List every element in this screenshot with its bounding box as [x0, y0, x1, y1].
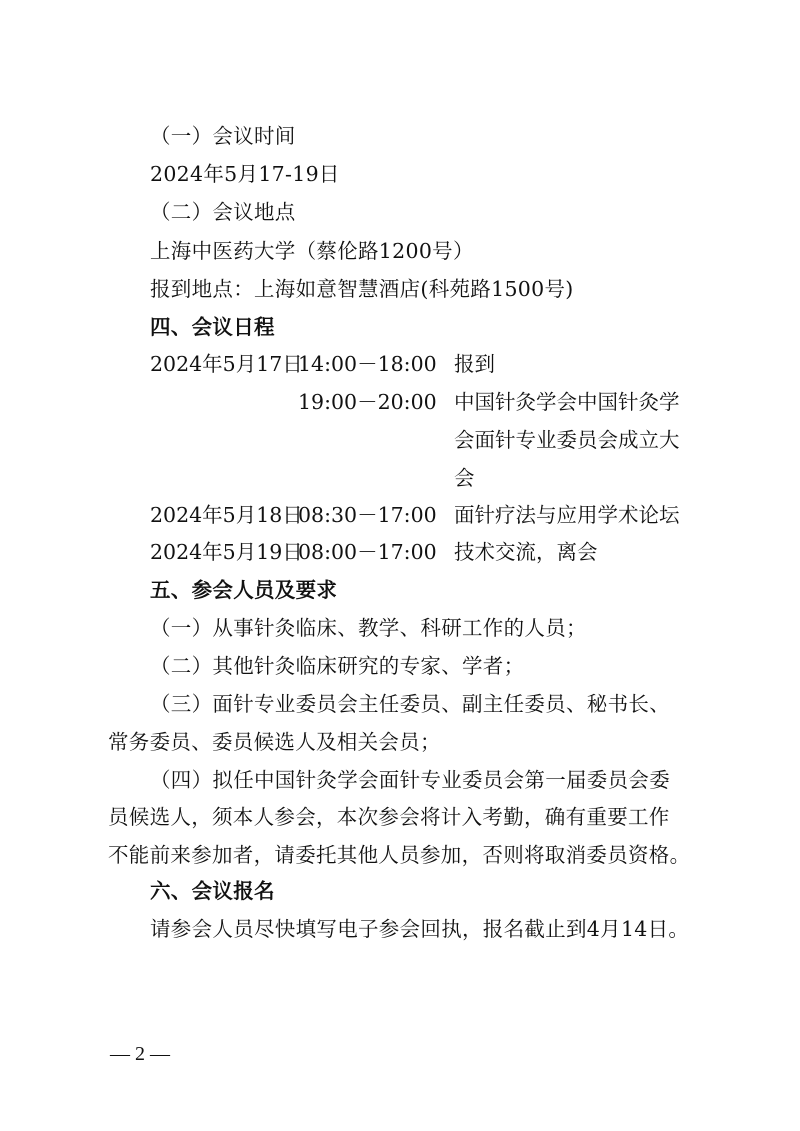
- schedule-date: 2024年5月17日: [150, 352, 303, 376]
- schedule-row: [0, 387, 800, 417]
- schedule-row: [0, 500, 800, 530]
- meeting-time-value: 2024年5月17-19日: [150, 162, 340, 186]
- schedule-time: 08:00－17:00: [298, 540, 437, 564]
- report-place: 报到地点：上海如意智慧酒店(科苑路1500号): [150, 277, 574, 301]
- registration-heading: 六、会议报名: [150, 879, 275, 903]
- attendee-item-3-line2: 常务委员、委员候选人及相关会员；: [108, 730, 441, 754]
- attendee-item-2: （二）其他针灸临床研究的专家、学者；: [150, 654, 525, 678]
- schedule-time: 14:00－18:00: [298, 352, 437, 376]
- attendee-item-4-line2: 员候选人，须本人参会，本次参会将计入考勤，确有重要工作: [108, 805, 670, 829]
- page-number: — 2 —: [110, 1043, 170, 1065]
- schedule-activity-line: 中国针灸学会中国针灸学: [454, 390, 680, 414]
- schedule-date: 2024年5月19日: [150, 540, 303, 564]
- schedule-row-continuation: [0, 425, 800, 455]
- schedule-heading: 四、会议日程: [150, 315, 275, 339]
- meeting-venue: 上海中医药大学（蔡伦路1200号）: [150, 239, 474, 263]
- schedule-row-continuation: [0, 463, 800, 493]
- schedule-activity: 报到: [454, 352, 495, 376]
- registration-text: 请参会人员尽快填写电子参会回执，报名截止到4月14日。: [150, 917, 690, 941]
- schedule-activity: 面针疗法与应用学术论坛: [454, 503, 680, 527]
- meeting-place-label: （二）会议地点: [150, 200, 296, 224]
- schedule-row: [0, 537, 800, 567]
- schedule-time: 08:30－17:00: [298, 503, 437, 527]
- attendee-item-4-line1: （四）拟任中国针灸学会面针专业委员会第一届委员会委: [150, 768, 670, 792]
- schedule-time: 19:00－20:00: [298, 390, 437, 414]
- attendee-item-3-line1: （三）面针专业委员会主任委员、副主任委员、秘书长、: [150, 692, 670, 716]
- attendee-item-4-line3: 不能前来参加者，请委托其他人员参加，否则将取消委员资格。: [108, 843, 691, 867]
- schedule-date: 2024年5月18日: [150, 503, 303, 527]
- attendee-item-1: （一）从事针灸临床、教学、科研工作的人员；: [150, 616, 587, 640]
- attendee-heading: 五、参会人员及要求: [150, 578, 338, 602]
- schedule-activity: 技术交流，离会: [454, 540, 598, 564]
- meeting-time-label: （一）会议时间: [150, 124, 296, 148]
- schedule-row: [0, 349, 800, 379]
- schedule-activity-line: 会: [454, 466, 475, 490]
- schedule-activity-line: 会面针专业委员会成立大: [454, 428, 680, 452]
